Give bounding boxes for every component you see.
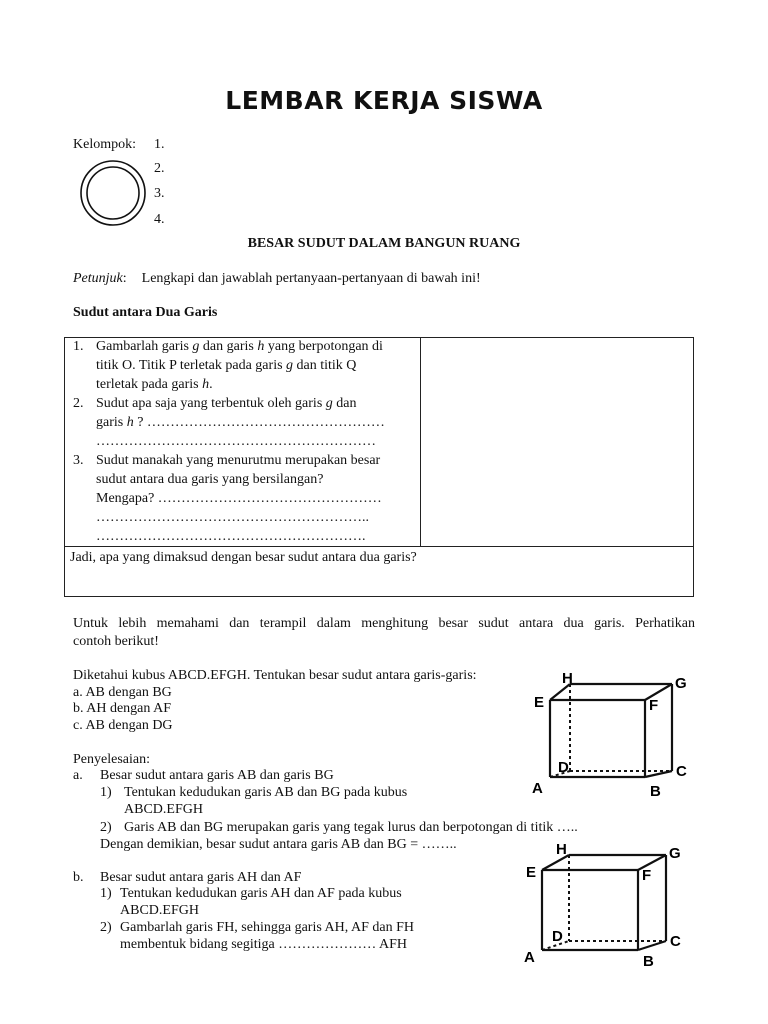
solution-a1-line-2: ABCD.EFGH xyxy=(124,802,203,817)
problem-item-b: b. AH dengan AF xyxy=(73,701,171,716)
group-member-4: 4. xyxy=(154,212,165,227)
instruction-colon: : xyxy=(122,271,127,286)
q1-line-2: titik O. Titik P terletak pada garis g dan titik Q xyxy=(96,358,357,373)
q2-answer-line[interactable]: …………………………………………………… xyxy=(96,434,376,449)
solution-b-text: Besar sudut antara garis AH dan AF xyxy=(100,870,302,885)
drawing-answer-area[interactable] xyxy=(421,338,693,546)
cube1-label-g: G xyxy=(675,675,687,692)
q1-line-1: Gambarlah garis g dan garis h yang berpotongan di xyxy=(96,339,383,354)
worksheet-subtitle: BESAR SUDUT DALAM BANGUN RUANG xyxy=(247,236,521,251)
conclusion-question: Jadi, apa yang dimaksud dengan besar sudut antara dua garis? xyxy=(70,550,417,565)
q1-number: 1. xyxy=(73,339,84,354)
solution-a-conclusion[interactable]: Dengan demikian, besar sudut antara garis AB dan BG = …….. xyxy=(100,837,457,852)
solution-a-text: Besar sudut antara garis AB dan garis BG xyxy=(100,768,334,783)
q3-number: 3. xyxy=(73,453,84,468)
solution-b2-number: 2) xyxy=(100,920,112,935)
problem-item-a: a. AB dengan BG xyxy=(73,685,172,700)
section-heading: Sudut antara Dua Garis xyxy=(73,305,218,320)
cube-diagram-2 xyxy=(520,838,700,978)
solution-a2-text[interactable]: Garis AB dan BG merupakan garis yang tegak lurus dan berpotongan di titik ….. xyxy=(124,820,578,835)
cube2-label-h: H xyxy=(556,841,567,858)
cube1-label-b: B xyxy=(650,783,661,800)
problem-item-c: c. AB dengan DG xyxy=(73,718,173,733)
group-label: Kelompok: xyxy=(73,137,136,152)
cube2-label-b: B xyxy=(643,953,654,970)
q2-line-2[interactable]: garis h ? …………………………………………… xyxy=(96,415,385,430)
cube2-label-a: A xyxy=(524,949,535,966)
solution-a1-line-1: Tentukan kedudukan garis AB dan BG pada kubus xyxy=(124,785,408,800)
q1-line-3: terletak pada garis h. xyxy=(96,377,213,392)
cube1-label-e: E xyxy=(534,694,545,711)
cube1-label-c: C xyxy=(676,763,687,780)
q3-answer-line-2[interactable]: …………………………………………………. xyxy=(96,529,366,544)
q3-line-1: Sudut manakah yang menurutmu merupakan besar xyxy=(96,453,381,468)
group-member-3: 3. xyxy=(154,186,165,201)
cube2-label-f: F xyxy=(642,867,652,884)
instruction xyxy=(73,269,481,289)
solution-a1-number: 1) xyxy=(100,785,112,800)
solution-b-letter: b. xyxy=(73,870,84,885)
group-member-2: 2. xyxy=(154,161,165,176)
intro-line-1: Untuk lebih memahami dan terampil dalam menghitung besar sudut antara dua garis. Perhatikan xyxy=(73,616,695,631)
problem-statement: Diketahui kubus ABCD.EFGH. Tentukan besar sudut antara garis-garis: xyxy=(73,668,477,683)
solution-b1-line-2: ABCD.EFGH xyxy=(120,903,199,918)
cube1-label-a: A xyxy=(532,780,543,797)
solution-b1-number: 1) xyxy=(100,886,112,901)
cube-diagram-1 xyxy=(520,668,700,803)
cube1-label-h: H xyxy=(562,670,573,687)
cube2-label-d: D xyxy=(552,928,563,945)
page-title: LEMBAR KERJA SISWA xyxy=(225,86,543,115)
q3-answer-line-1[interactable]: ………………………………………………….. xyxy=(96,510,369,525)
conclusion-answer-area[interactable] xyxy=(65,568,693,596)
solution-heading: Penyelesaian: xyxy=(73,752,150,767)
instruction-label: Petunjuk xyxy=(73,271,123,286)
cube2-label-g: G xyxy=(669,845,681,862)
group-member-1: 1. xyxy=(154,137,165,152)
solution-b2-line-1: Gambarlah garis FH, sehingga garis AH, AF dan FH xyxy=(120,920,414,935)
solution-b2-line-2[interactable]: membentuk bidang segitiga ………………… AFH xyxy=(120,937,407,952)
cube2-label-e: E xyxy=(526,864,537,881)
instruction-text: Lengkapi dan jawablah pertanyaan-pertanyaan di bawah ini! xyxy=(141,271,481,286)
intro-line-2: contoh berikut! xyxy=(73,634,159,649)
double-circle-logo xyxy=(78,158,148,228)
q2-line-1: Sudut apa saja yang terbentuk oleh garis g dan xyxy=(96,396,357,411)
q3-line-2: sudut antara dua garis yang bersilangan? xyxy=(96,472,324,487)
cube2-label-c: C xyxy=(670,933,681,950)
solution-a2-number: 2) xyxy=(100,820,112,835)
q2-number: 2. xyxy=(73,396,84,411)
cube1-label-d: D xyxy=(558,759,569,776)
cube2-edge-bc xyxy=(638,941,666,950)
solution-b1-line-1: Tentukan kedudukan garis AH dan AF pada kubus xyxy=(120,886,402,901)
solution-a-letter: a. xyxy=(73,768,83,783)
cube1-label-f: F xyxy=(649,697,659,714)
q3-line-3[interactable]: Mengapa? ………………………………………… xyxy=(96,491,382,506)
